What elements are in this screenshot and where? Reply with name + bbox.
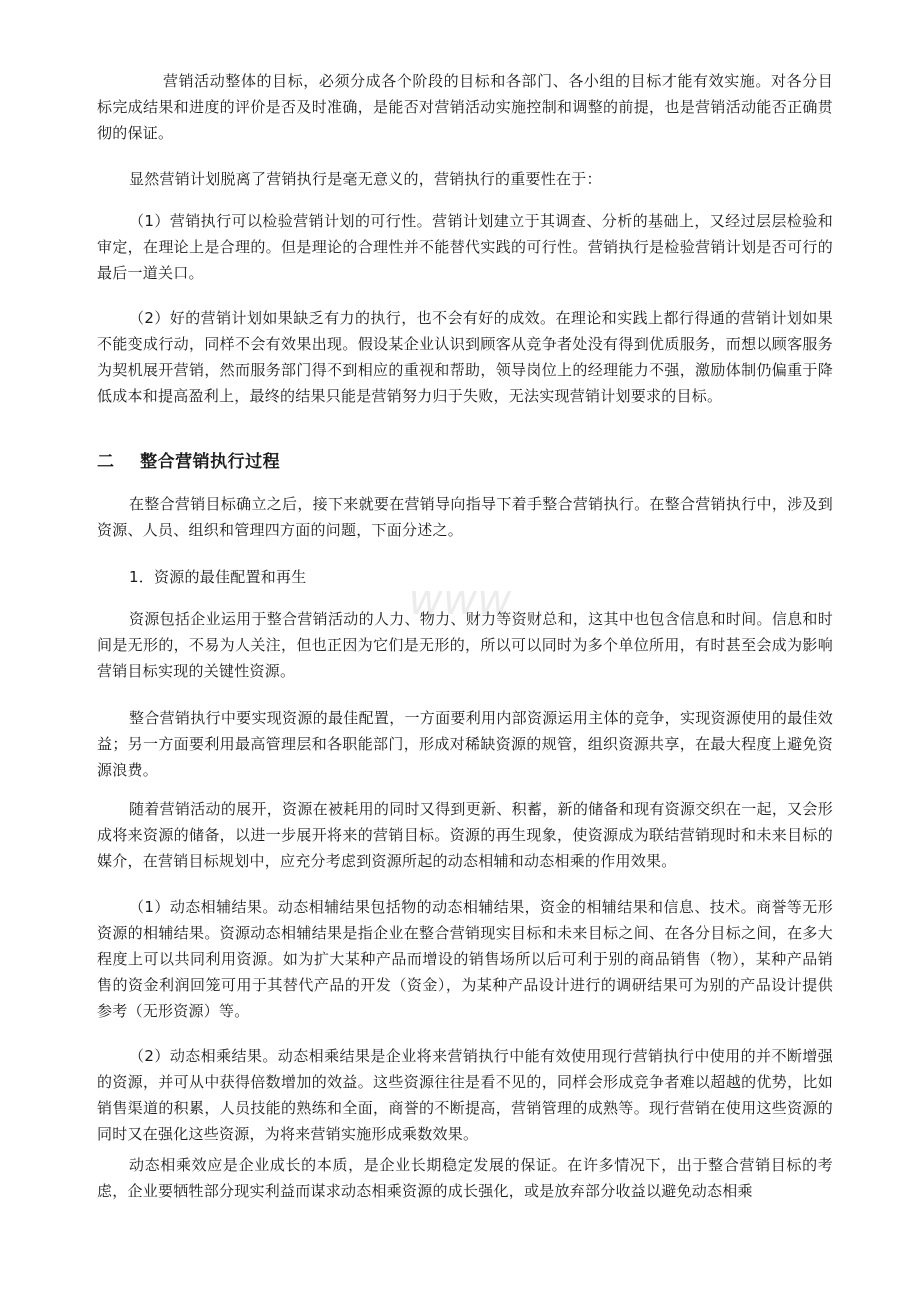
paragraph-point-1: （1）营销执行可以检验营销计划的可行性。营销计划建立于其调查、分析的基础上，又经过层层检验和审定，在理论上是合理的。但是理论的合理性并不能替代实践的可行性。营销执行是检验营销计划是否可行的最后一道关口。 <box>97 212 833 282</box>
paragraph-dynamic-multiplier: （2）动态相乘结果。动态相乘结果是企业将来营销执行中能有效使用现行营销执行中使用的并不断增强的资源，并可从中获得倍数增加的效益。这些资源往往是看不见的，同样会形成竞争者难以超越的优势，比如销售渠道的积累，人员技能的熟练和全面，商誉的不断提高，营销管理的成熟等。现行营销在使用这些资源的同时又在强化这些资源，为将来营销实施形成乘数效果。 <box>97 1047 833 1143</box>
paragraph-resource-definition: 资源包括企业运用于整合营销活动的人力、物力、财力等资财总和，这其中也包含信息和时间。信息和时间是无形的，不易为人关注，但也正因为它们是无形的，所以可以同时为多个单位所用，有时甚至会成为影响营销目标实现的关键性资源。 <box>97 610 833 680</box>
paragraph-point-2: （2）好的营销计划如果缺乏有力的执行，也不会有好的成效。在理论和实践上都行得通的营销计划如果不能变成行动，同样不会有效果出现。假设某企业认识到顾客从竞争者处没有得到优质服务，而想以顾客服务为契机展开营销，然而服务部门得不到相应的重视和帮助，领导岗位上的经理能力不强，激励体制仍偏重于降低成本和提高盈利上，最终的结果只能是营销努力归于失败，无法实现营销计划要求的目标。 <box>97 309 833 405</box>
paragraph-execution-importance: 显然营销计划脱离了营销执行是毫无意义的，营销执行的重要性在于： <box>129 170 602 188</box>
subheading-resources: 1．资源的最佳配置和再生 <box>129 568 307 586</box>
paragraph-goal-decomposition: 营销活动整体的目标，必须分成各个阶段的目标和各部门、各小组的目标才能有效实施。对各分目标完成结果和进度的评价是否及时准确，是能否对营销活动实施控制和调整的前提，也是营销活动能否正确贯彻的保证。 <box>97 72 833 142</box>
paragraph-dynamic-complement: （1）动态相辅结果。动态相辅结果包括物的动态相辅结果，资金的相辅结果和信息、技术。商誉等无形资源的相辅结果。资源动态相辅结果是指企业在整合营销现实目标和未来目标之间、在各分目标之间，在多大程度上可以共同利用资源。如为扩大某种产品而增设的销售场所以后可利于别的商品销售（物），某种产品销售的资金利润回笼可用于其替代产品的开发（资金），为某种产品设计进行的调研结果可为别的产品设计提供参考（无形资源）等。 <box>97 898 833 1020</box>
paragraph-multiplier-effect: 动态相乘效应是企业成长的本质，是企业长期稳定发展的保证。在许多情况下，出于整合营销目标的考虑，企业要牺牲部分现实利益而谋求动态相乘资源的成长强化，或是放弃部分收益以避免动态相乘 <box>97 1156 833 1200</box>
paragraph-resource-allocation: 整合营销执行中要实现资源的最佳配置，一方面要利用内部资源运用主体的竞争，实现资源使用的最佳效益；另一方面要利用最高管理层和各职能部门，形成对稀缺资源的规管，组织资源共享，在最大程度上避免资源浪费。 <box>97 709 833 779</box>
paragraph-resource-regeneration: 随着营销活动的展开，资源在被耗用的同时又得到更新、积蓄，新的储备和现有资源交织在一起，又会形成将来资源的储备，以进一步展开将来的营销目标。资源的再生现象，使资源成为联结营销现时和未来目标的媒介，在营销目标规划中，应充分考虑到资源所起的动态相辅和动态相乘的作用效果。 <box>97 800 833 870</box>
section-intro: 在整合营销目标确立之后，接下来就要在营销导向指导下着手整合营销执行。在整合营销执行中，涉及到资源、人员、组织和管理四方面的问题，下面分述之。 <box>97 495 833 539</box>
section-heading: 二 整合营销执行过程 <box>97 452 281 472</box>
svg-text:www: www <box>408 575 512 624</box>
